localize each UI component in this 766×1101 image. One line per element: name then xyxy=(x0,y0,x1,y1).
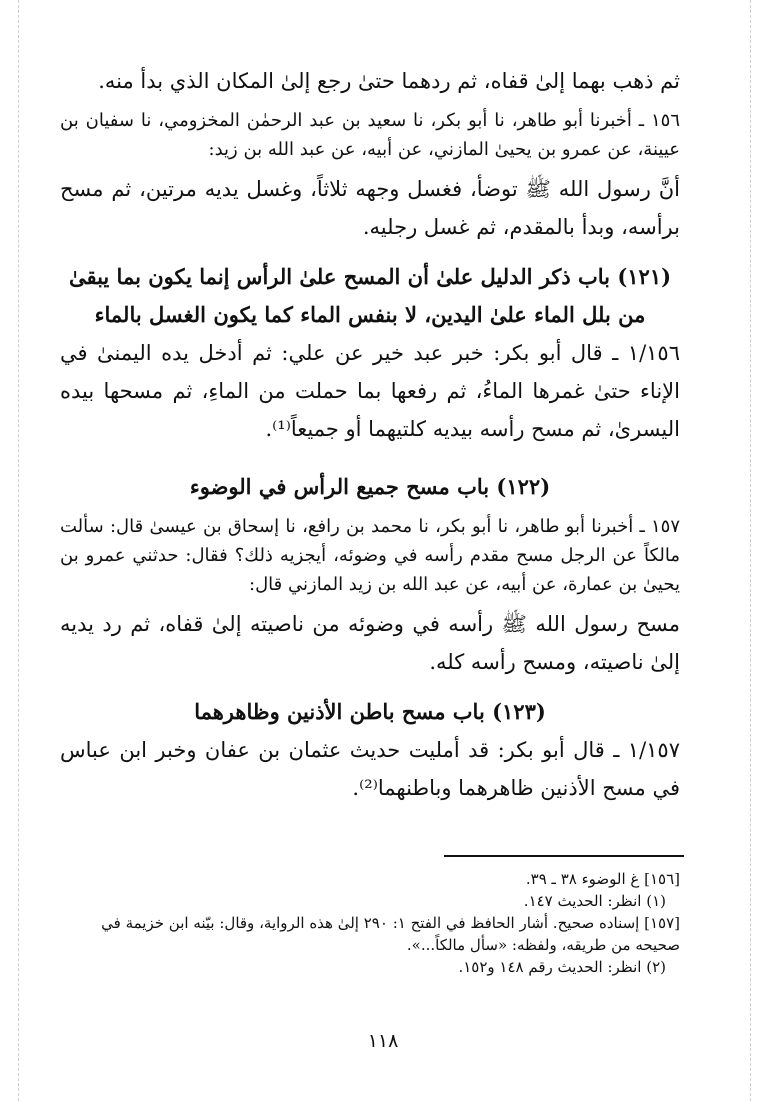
isnad-156: ١٥٦ ـ أخبرنا أبو طاهر، نا أبو بكر، نا سعيد بن عبد الرحمٰن المخزومي، نا سفيان بن عيينة، عن عمرو بن يحيىٰ المازني، عن أبيه، عن عبد الله بن زيد: xyxy=(60,110,680,160)
matn-157: مسح رسول الله ﷺ رأسه في وضوئه من ناصيته إلىٰ قفاه، ثم رد يديه إلىٰ ناصيته، ومسح رأسه كله. xyxy=(60,612,680,674)
right-page-edge xyxy=(750,0,751,1101)
left-page-edge xyxy=(18,0,19,1101)
page-number: ١١٨ xyxy=(367,1030,399,1052)
footnote-separator xyxy=(444,855,684,857)
matn-156: أنَّ رسول الله ﷺ توضأ، فغسل وجهه ثلاثاً، وغسل يديه مرتين، ثم مسح برأسه، وبدأ بالمقدم، ثم غسل رجليه. xyxy=(60,177,680,239)
footnotes xyxy=(60,868,680,978)
footnote-156: [١٥٦] غ الوضوء ٣٨ ـ ٣٩. xyxy=(525,870,680,888)
comment-156-1: ١/١٥٦ ـ قال أبو بكر: خبر عبد خير عن علي: ثم أدخل يده اليمنىٰ في الإناء حتىٰ غمرها الماءُ، ثم رفعها بما حملت من الماءِ، ثم مسحها بيده اليسرىٰ، ثم مسح رأسه بيديه كلتيهما أو جميعاً⁽¹⁾. xyxy=(60,341,680,441)
page-body xyxy=(60,62,680,807)
footnote-157: [١٥٧] إسناده صحيح. أشار الحافظ في الفتح ١: ٢٩٠ إلىٰ هذه الرواية، وقال: بيّنه ابن خزيمة في صحيحه من طريقه، ولفظه: «سأل مالكاً...». xyxy=(101,914,680,954)
footnote-1: (١) انظر: الحديث ١٤٧. xyxy=(523,892,666,910)
chapter-heading-122: (١٢٢) باب مسح جميع الرأس في الوضوء xyxy=(189,474,551,499)
chapter-heading-121: (١٢١) باب ذكر الدليل علىٰ أن المسح علىٰ الرأس إنما يكون بما يبقىٰ من بلل الماء علىٰ اليدين، لا بنفس الماء كما يكون الغسل بالماء xyxy=(68,264,672,327)
footnote-2: (٢) انظر: الحديث رقم ١٤٨ و١٥٢. xyxy=(458,958,666,976)
comment-157-1: ١/١٥٧ ـ قال أبو بكر: قد أمليت حديث عثمان بن عفان وخبر ابن عباس في مسح الأذنين ظاهرهما وباطنهما⁽²⁾. xyxy=(60,738,680,800)
hadith-continuation: ثم ذهب بهما إلىٰ قفاه، ثم ردهما حتىٰ رجع إلىٰ المكان الذي بدأ منه. xyxy=(98,69,680,93)
chapter-heading-123: (١٢٣) باب مسح باطن الأذنين وظاهرهما xyxy=(194,699,546,724)
isnad-157: ١٥٧ ـ أخبرنا أبو طاهر، نا أبو بكر، نا محمد بن رافع، نا إسحاق بن عيسىٰ قال: سألت مالكاً عن الرجل مسح مقدم رأسه في وضوئه، أيجزيه ذلك؟ فقال: حدثني عمرو بن يحيىٰ بن عمارة، عن أبيه، عن عبد الله بن زيد المازني قال: xyxy=(60,516,680,595)
